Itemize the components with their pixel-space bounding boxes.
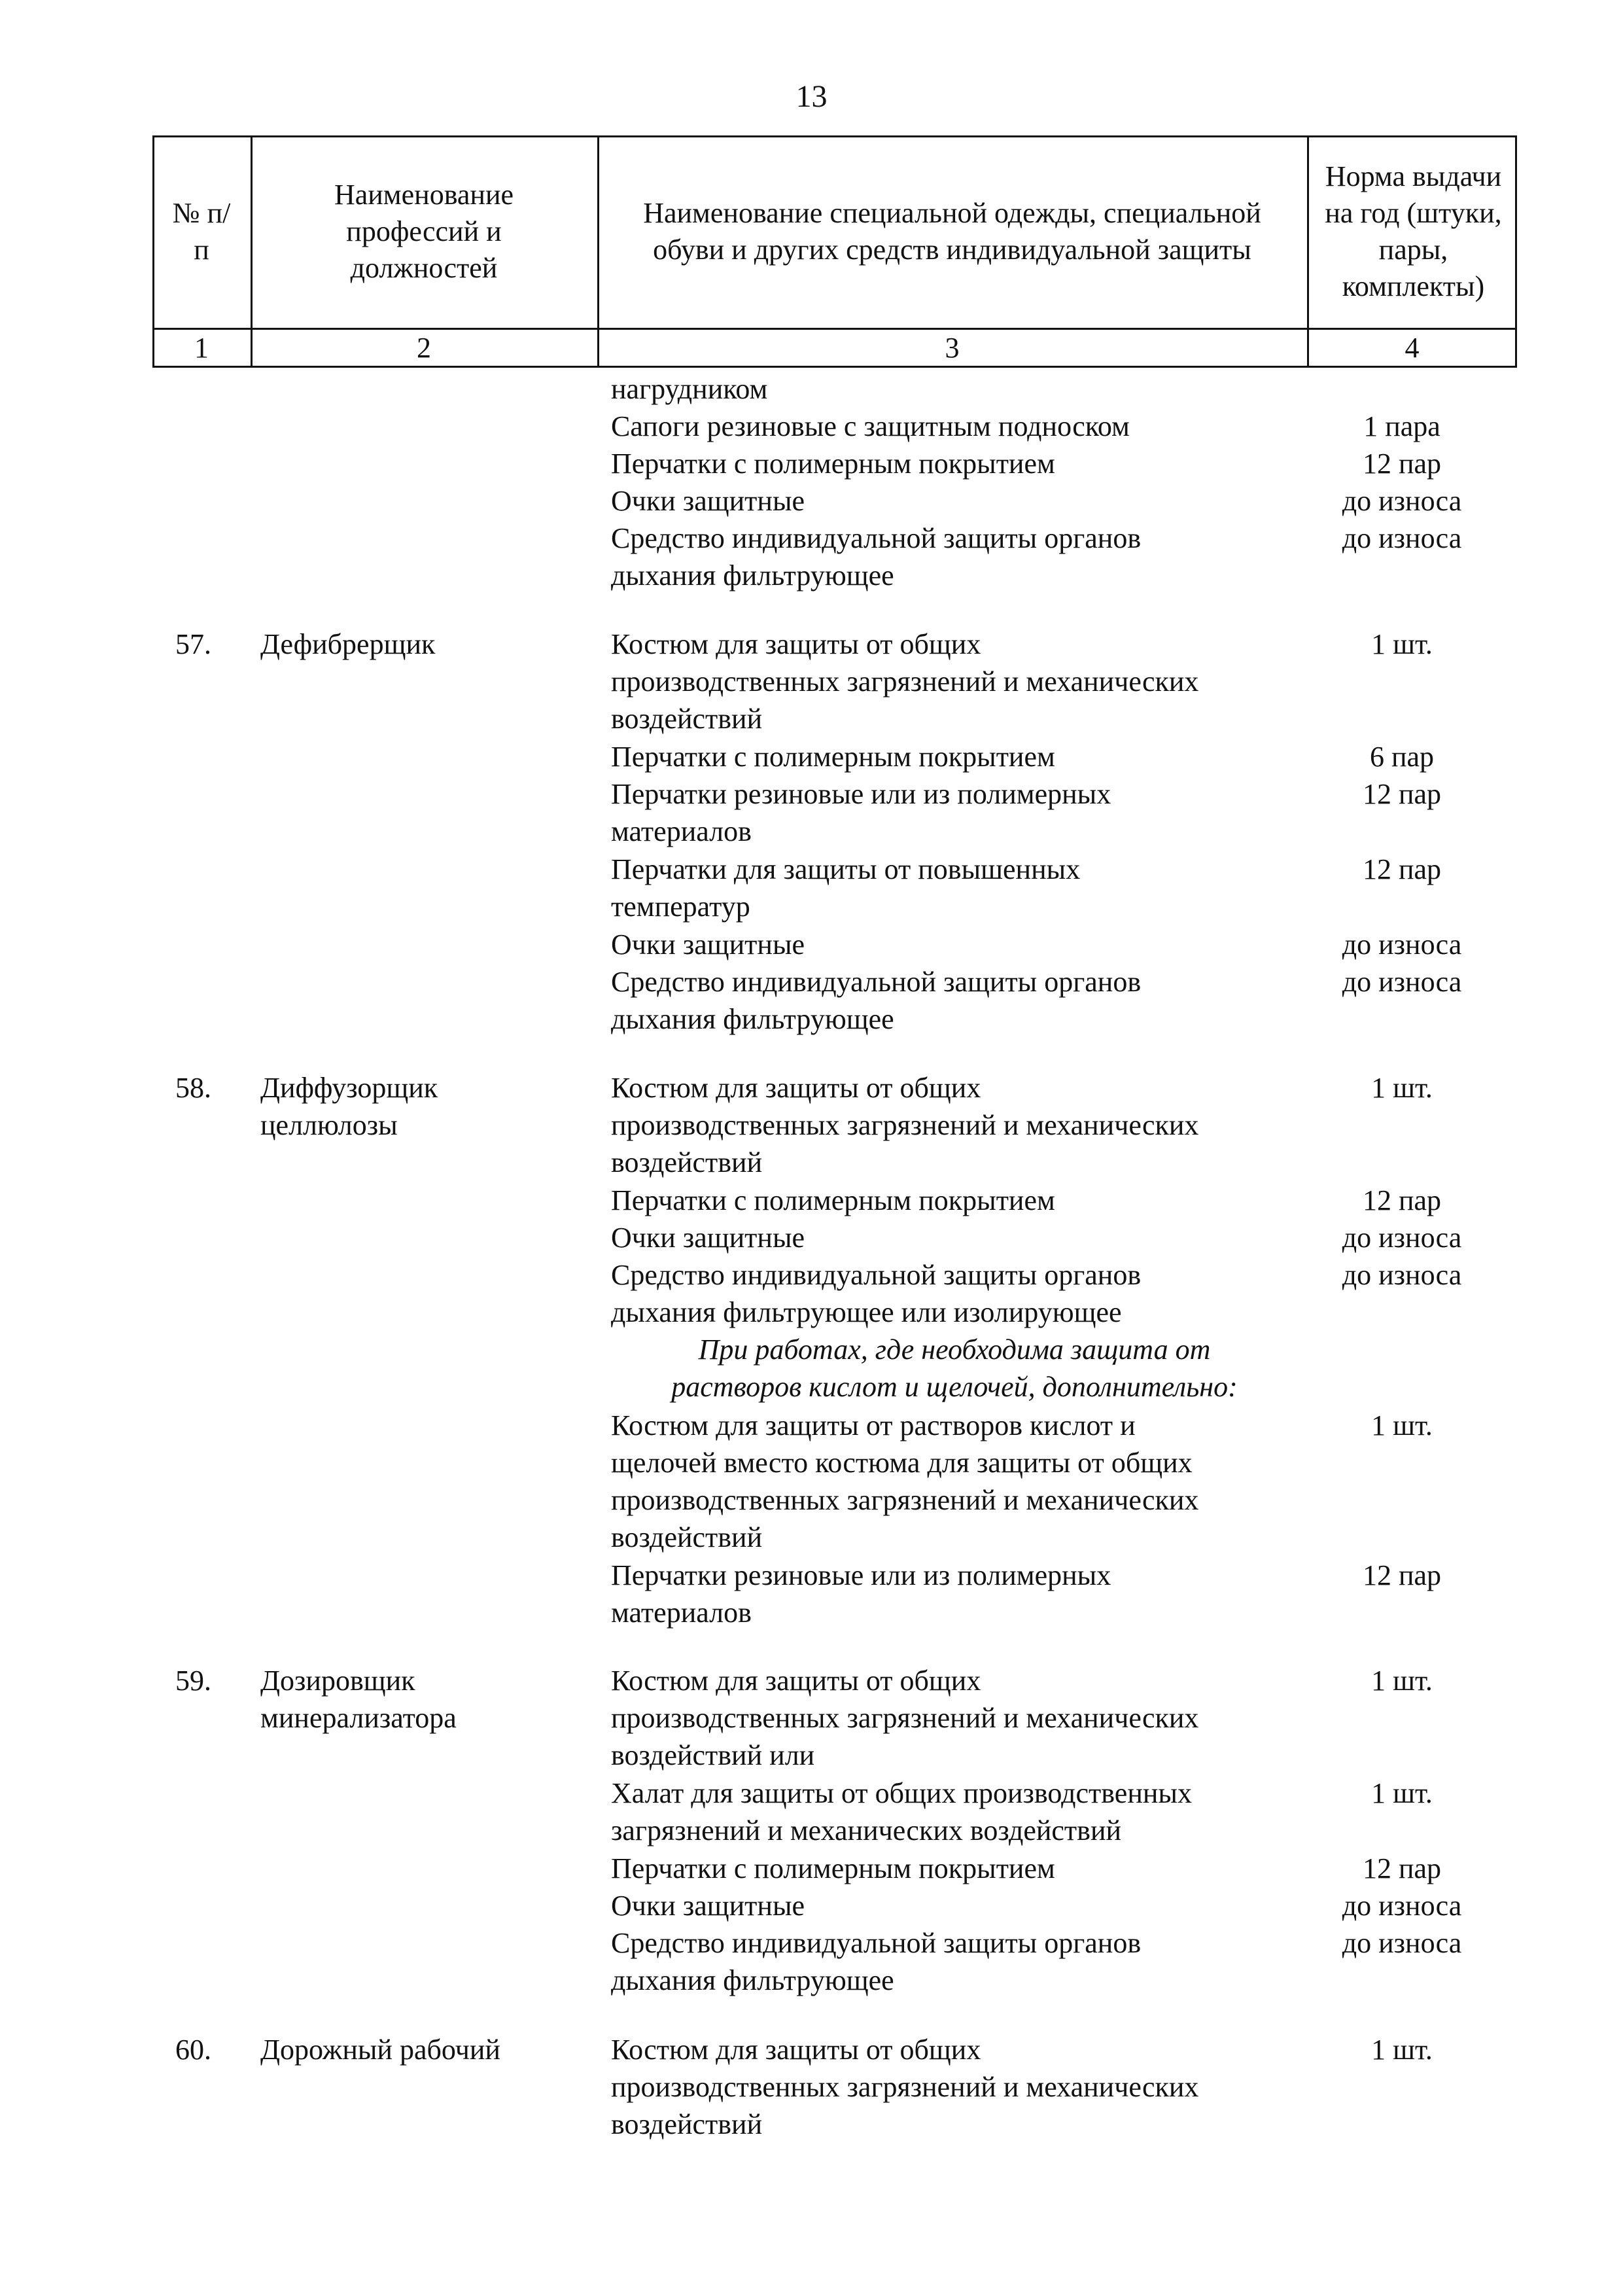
item-text: материалов — [611, 1597, 752, 1629]
norm-value: 1 шт. — [1371, 1777, 1433, 1809]
norm-value: 1 шт. — [1371, 628, 1433, 660]
norm-value: 1 шт. — [1371, 2034, 1433, 2066]
item-text: Очки защитные — [611, 1890, 805, 1922]
row-number: 59. — [175, 1665, 211, 1697]
norm-value: 12 пар — [1362, 1852, 1442, 1884]
item-text: загрязнений и механических воздействий — [611, 1814, 1122, 1846]
header-num-4: 4 — [1405, 331, 1420, 364]
item-text: Перчатки с полимерным покрытием — [611, 1852, 1055, 1884]
item-text: температур — [611, 891, 750, 923]
item-text: производственных загрязнений и механических — [611, 1702, 1199, 1734]
item-text: производственных загрязнений и механических — [611, 1484, 1199, 1516]
header-col-equipment: Наименование специальной одежды, специальной обуви и других средств индивидуальной защиты — [643, 197, 1261, 266]
item-text: Перчатки резиновые или из полимерных — [611, 778, 1111, 810]
item-text: производственных загрязнений и механических — [611, 1109, 1199, 1141]
item-text: Костюм для защиты от общих — [611, 628, 981, 660]
item-text: щелочей вместо костюма для защиты от общих — [611, 1447, 1193, 1479]
row-number: 57. — [175, 628, 211, 660]
norm-value: 6 пар — [1369, 741, 1435, 773]
table-header — [152, 135, 1517, 368]
row-number: 60. — [175, 2034, 211, 2066]
norm-value: 1 шт. — [1371, 1072, 1433, 1104]
norm-value: 1 шт. — [1371, 1665, 1433, 1697]
header-col-norm: Норма выдачи на год (штуки, пары, комплекты) — [1325, 160, 1502, 302]
item-text: Перчатки с полимерным покрытием — [611, 741, 1055, 773]
item-text: Костюм для защиты от общих — [611, 1072, 981, 1104]
norm-value: 12 пар — [1362, 853, 1442, 885]
item-text: Средство индивидуальной защиты органов — [611, 522, 1142, 554]
header-num-3: 3 — [945, 331, 960, 364]
item-text: Костюм для защиты от растворов кислот и — [611, 1409, 1136, 1441]
norm-value: до износа — [1342, 522, 1462, 554]
item-text: дыхания фильтрующее — [611, 1964, 894, 1996]
item-text: воздействий — [611, 703, 763, 735]
norm-value: 1 шт. — [1371, 1409, 1433, 1441]
item-text: Костюм для защиты от общих — [611, 1665, 981, 1697]
item-text: Средство индивидуальной защиты органов — [611, 1927, 1142, 1959]
item-text: Перчатки с полимерным покрытием — [611, 448, 1055, 480]
norm-value: 12 пар — [1362, 1184, 1442, 1216]
item-text: Средство индивидуальной защиты органов — [611, 966, 1142, 998]
profession-name: целлюлозы — [260, 1109, 398, 1141]
item-text: воздействий — [611, 1521, 763, 1553]
item-text: воздействий или — [611, 1739, 815, 1771]
section-note: растворов кислот и щелочей, дополнительно: — [671, 1371, 1238, 1403]
header-num-2: 2 — [417, 331, 431, 364]
item-text: Сапоги резиновые с защитным подноском — [611, 410, 1130, 442]
item-text: Костюм для защиты от общих — [611, 2034, 981, 2066]
page-number: 13 — [795, 79, 828, 114]
item-text: Перчатки с полимерным покрытием — [611, 1184, 1055, 1216]
item-text: воздействий — [611, 2108, 763, 2140]
header-col-profession: Наименование профессий и должностей — [334, 179, 514, 284]
item-text: Очки защитные — [611, 485, 805, 517]
norm-value: 12 пар — [1362, 448, 1442, 480]
item-text: производственных загрязнений и механических — [611, 665, 1199, 698]
item-text: нагрудником — [611, 373, 768, 405]
profession-name: Диффузорщик — [260, 1072, 438, 1104]
norm-value: до износа — [1342, 1927, 1462, 1959]
norm-value: 12 пар — [1362, 778, 1442, 810]
item-text: Перчатки для защиты от повышенных — [611, 853, 1081, 885]
profession-name: Дорожный рабочий — [260, 2034, 500, 2066]
row-number: 58. — [175, 1072, 211, 1104]
item-text: дыхания фильтрующее — [611, 559, 894, 592]
item-text: дыхания фильтрующее или изолирующее — [611, 1296, 1122, 1328]
norm-value: до износа — [1342, 1259, 1462, 1291]
norm-value: до износа — [1342, 485, 1462, 517]
profession-name: минерализатора — [260, 1702, 457, 1734]
item-text: Перчатки резиновые или из полимерных — [611, 1559, 1111, 1591]
norm-value: 1 пара — [1363, 410, 1440, 442]
header-num-1: 1 — [194, 331, 209, 364]
norm-value: до износа — [1342, 928, 1462, 961]
item-text: Халат для защиты от общих производственных — [611, 1777, 1192, 1809]
item-text: Средство индивидуальной защиты органов — [611, 1259, 1142, 1291]
norm-value: 12 пар — [1362, 1559, 1442, 1591]
section-note: При работах, где необходима защита от — [698, 1333, 1211, 1366]
item-text: материалов — [611, 815, 752, 847]
item-text: Очки защитные — [611, 928, 805, 961]
item-text: производственных загрязнений и механических — [611, 2071, 1199, 2103]
norm-value: до износа — [1342, 1890, 1462, 1922]
item-text: Очки защитные — [611, 1222, 805, 1254]
header-col-number: № п/п — [172, 197, 231, 266]
profession-name: Дефибрерщик — [260, 628, 436, 660]
item-text: дыхания фильтрующее — [611, 1003, 894, 1035]
norm-value: до износа — [1342, 1222, 1462, 1254]
norm-value: до износа — [1342, 966, 1462, 998]
item-text: воздействий — [611, 1146, 763, 1178]
profession-name: Дозировщик — [260, 1665, 415, 1697]
